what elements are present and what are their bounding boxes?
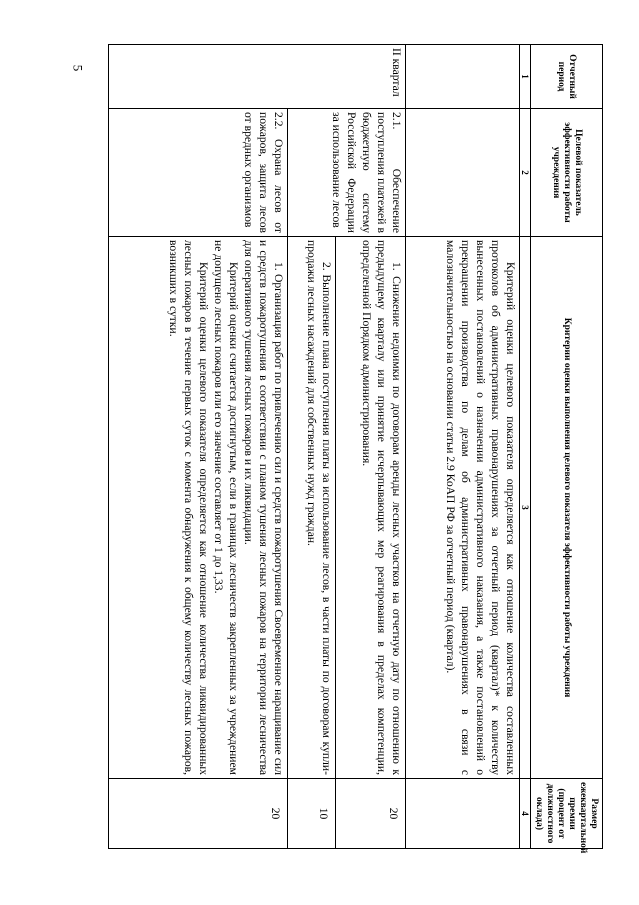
criteria-text: Критерий оценки считается достигнутым, если в границах лесничеств закрепленных за учреждением не допущено лесных пожаров или его значение составляет от 1 до 1,33. (212, 240, 241, 775)
percent-cell: 10 (288, 779, 336, 849)
header-row (531, 45, 603, 849)
column-number-row (520, 45, 531, 849)
period-cell: II квартал (109, 45, 406, 109)
percent-cell: 20 (336, 779, 406, 849)
header-period: Отчетный период (531, 45, 603, 109)
table-row (406, 45, 520, 849)
criteria-cell (109, 237, 288, 779)
criteria-text: Критерий оценки целевого показателя определяется как отношение количества ликвидированных лесных пожаров в течение первых суток с момента обнаружения к общему количеству лесных пожаров, возникших в сутки. (167, 240, 211, 775)
percent-cell (406, 779, 520, 849)
kpi-table (108, 44, 603, 854)
column-number: 2 (520, 109, 531, 237)
column-number: 3 (520, 237, 531, 779)
criteria-cell (336, 237, 406, 779)
period-cell (406, 45, 520, 109)
table-row (109, 45, 288, 849)
header-premium: Размер ежеквартальной премии (процент от должностного оклада) (531, 779, 603, 849)
rotated-table-sheet (108, 44, 603, 854)
criteria-cell (406, 237, 520, 779)
criteria-text: 1. Организация работ по привлечению сил и средств пожаротушения Своевременное наращивание сил и средств пожаротушения в соответствии с планом тушения лесных пожаров на территории лесничества для оперативного тушения лесных пожаров и их ликвидации. (242, 240, 286, 775)
indicator-cell: 2.2. Охрана лесов от пожаров, защита лесов от вредных организмов (109, 109, 288, 237)
column-number: 4 (520, 779, 531, 849)
criteria-text: 1. Снижение недоимки по договорам аренды лесных участков на отчетную дату по отношению к предыдущему кварталу или принятие исчерпывающих мер реагирования в пределах компетенции, определенной Порядком администрирования. (360, 240, 404, 775)
indicator-cell (406, 109, 520, 237)
header-criteria: Критерии оценки выполнения целевого показателя эффективности работы учреждения (531, 237, 603, 779)
column-number: 1 (520, 45, 531, 109)
criteria-text: 2. Выполнение плана поступления платы за использование лесов, в части платы по договорам купли-продажи лесных насаждений для собственных нужд граждан. (305, 240, 334, 775)
table-row (336, 45, 406, 849)
criteria-text: Критерий оценки целевого показателя определяется как отношение количества составленных протоколов об административных правонарушениях за отчетный период (квартал)* к количеству вынесенных постановлений о назначении административного наказания, а также постановлений о прекращении производства по делам об административных правонарушениях в связи с малозначительностью на основании статьи 2.9 КоАП РФ за отчетный период (квартал). (444, 240, 517, 775)
header-indicator: Целевой показатель эффективности работы учреждения (531, 109, 603, 237)
criteria-cell (288, 237, 336, 779)
indicator-cell: 2.1. Обеспечение поступления платежей в бюджетную систему Российской Федерации за использование лесов (288, 109, 406, 237)
page-number: 5 (70, 64, 86, 72)
percent-cell: 20 (109, 779, 288, 849)
